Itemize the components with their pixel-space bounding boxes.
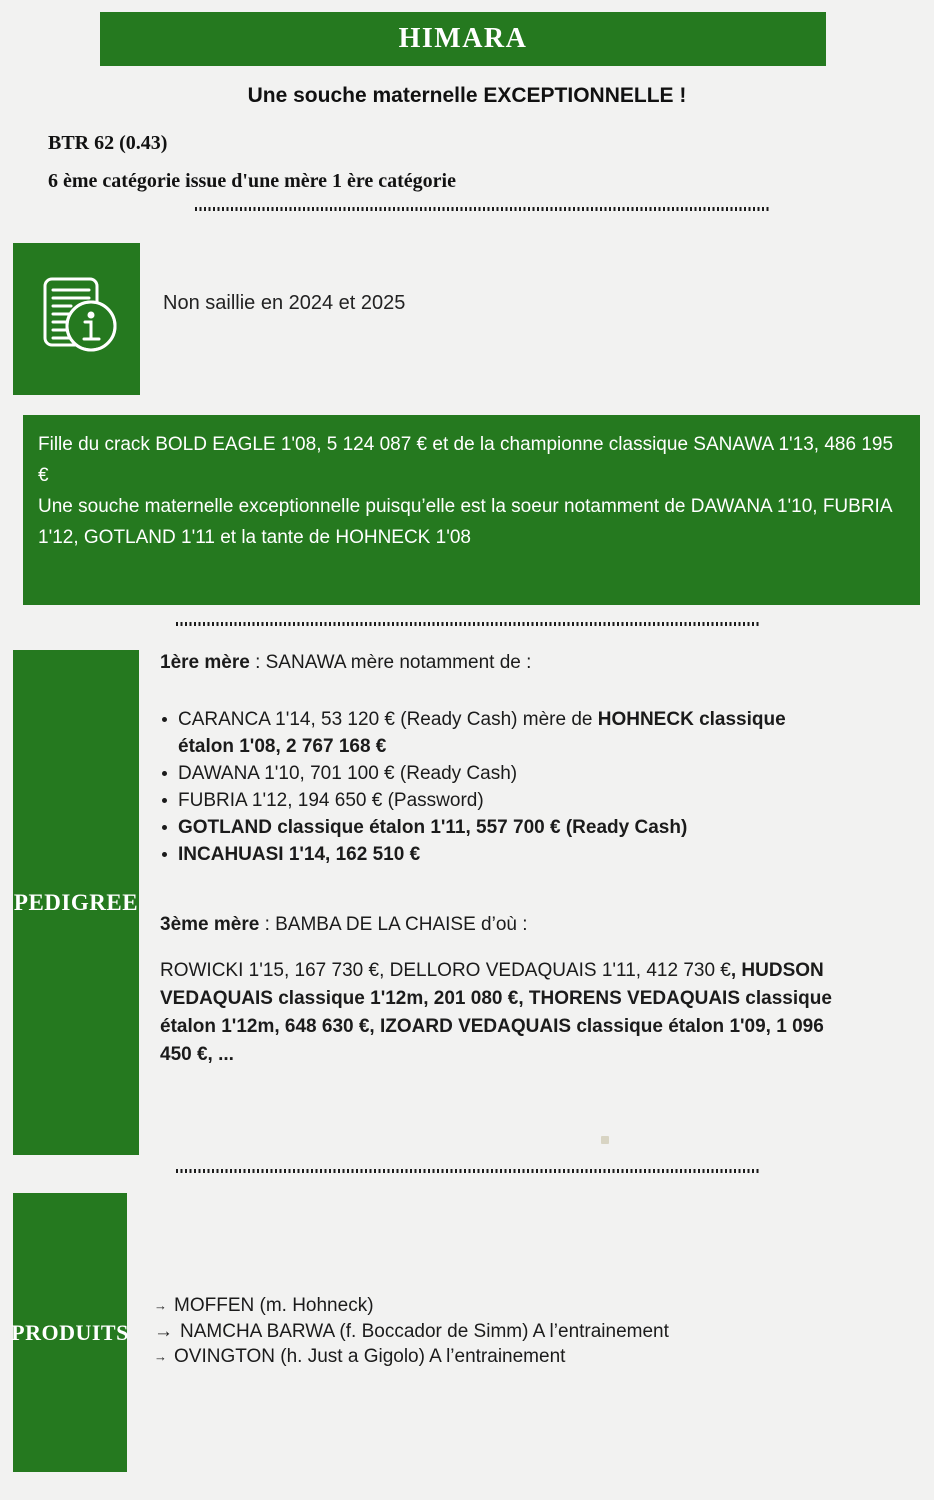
- dotted-divider: [176, 1169, 760, 1173]
- produit-text: OVINGTON (h. Just a Gigolo) A l’entrainement: [174, 1346, 566, 1367]
- pedigree-list-item: CARANCA 1'14, 53 120 € (Ready Cash) mère de HOHNECK classique étalon 1'08, 2 767 168 €: [178, 706, 804, 760]
- first-mother-heading: 1ère mère : SANAWA mère notamment de :: [160, 652, 532, 673]
- arrow-right-icon: →: [154, 1321, 173, 1342]
- produit-text: NAMCHA BARWA (f. Boccador de Simm) A l’entrainement: [180, 1321, 669, 1342]
- produit-row: [154, 1319, 669, 1344]
- arrow-right-icon: →: [154, 1349, 167, 1364]
- pedigree-content: [160, 650, 832, 1069]
- produit-row: [154, 1344, 669, 1370]
- info-text: Non saillie en 2024 et 2025: [163, 292, 406, 314]
- third-mother-paragraph: ROWICKI 1'15, 167 730 €, DELLORO VEDAQUAIS 1'11, 412 730 €, HUDSON VEDAQUAIS classique 1'12m, 201 080 €, THORENS VEDAQUAIS classique étalon 1'12m, 648 630 €, IZOARD VEDAQUAIS classique étalon 1'09, 1 096 450 €, ...: [160, 960, 832, 1065]
- produit-text: MOFFEN (m. Hohneck): [174, 1295, 374, 1316]
- pedigree-list-item: GOTLAND classique étalon 1'11, 557 700 € (Ready Cash): [178, 814, 804, 841]
- pedigree-list-item: DAWANA 1'10, 701 100 € (Ready Cash): [178, 760, 804, 787]
- pedigree-sidebar: [13, 650, 139, 1155]
- arrow-right-icon: →: [154, 1298, 167, 1313]
- subtitle: Une souche maternelle EXCEPTIONNELLE !: [247, 84, 687, 107]
- pedigree-list-item: INCAHUASI 1'14, 162 510 €: [178, 841, 804, 868]
- category-line: 6 ème catégorie issue d'une mère 1 ère catégorie: [48, 170, 456, 192]
- highlight-box: [23, 415, 920, 605]
- btr-rating: BTR 62 (0.43): [48, 132, 168, 154]
- produits-label: PRODUITS: [11, 1319, 129, 1345]
- dotted-divider: [195, 207, 771, 211]
- dotted-divider: [176, 622, 760, 626]
- pedigree-list-item: FUBRIA 1'12, 194 650 € (Password): [178, 787, 804, 814]
- document-info-icon: [31, 273, 123, 365]
- pedigree-label: PEDIGREE: [13, 889, 139, 915]
- produit-row: [154, 1293, 669, 1319]
- third-mother-heading: 3ème mère : BAMBA DE LA CHAISE d’où :: [160, 914, 528, 935]
- highlight-paragraph-2: Une souche maternelle exceptionnelle puisqu’elle est la soeur notamment de DAWANA 1'10, FUBRIA 1'12, GOTLAND 1'11 et la tante de HOHNECK 1'08: [38, 496, 892, 548]
- info-icon-box: [13, 243, 140, 395]
- pedigree-list: [160, 706, 804, 868]
- produits-content: [154, 1293, 669, 1370]
- page-title: HIMARA: [398, 23, 528, 54]
- highlight-paragraph-1: Fille du crack BOLD EAGLE 1'08, 5 124 087 € et de la championne classique SANAWA 1'13, 486 195 €: [38, 434, 894, 486]
- header-banner: [100, 12, 826, 66]
- stray-mark: [601, 1136, 609, 1144]
- produits-sidebar: [13, 1193, 127, 1472]
